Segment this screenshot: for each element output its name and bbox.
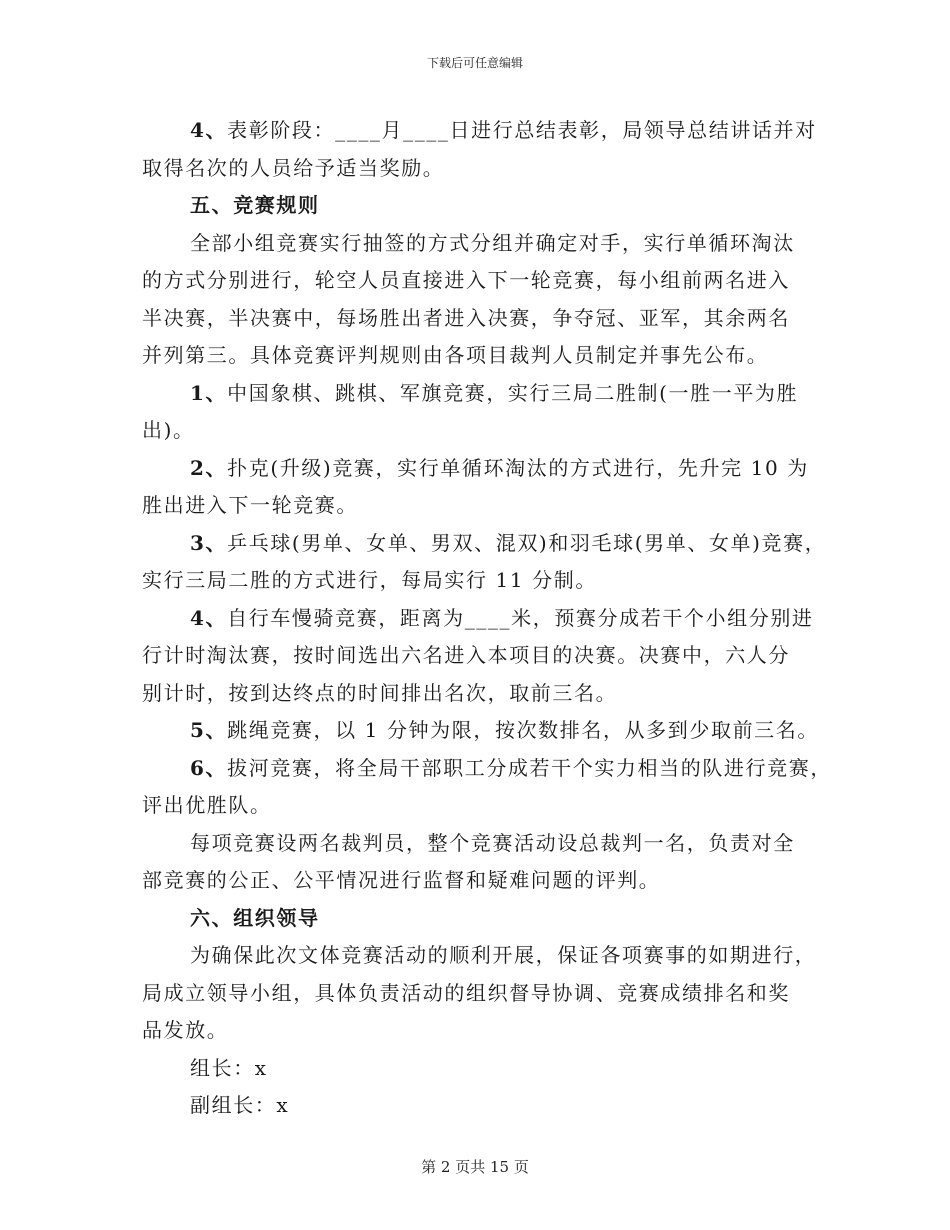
list-number: 3、	[190, 530, 228, 555]
text-line: 取得名次的人员给予适当奖励。	[142, 155, 445, 180]
text-line: 品发放。	[142, 1018, 229, 1042]
text-line: 每项竞赛设两名裁判员，整个竞赛活动设总裁判一名，负责对全	[190, 830, 795, 855]
text-line: 并列第三。具体竞赛评判规则由各项目裁判人员制定并事先公布。	[142, 343, 769, 367]
document-body	[142, 112, 832, 1125]
text-line: 3、乒乓球(男单、女单、男双、混双)和羽毛球(男单、女单)竞赛，	[190, 530, 827, 555]
text-line: 实行三局二胜的方式进行，每局实行 11 分制。	[142, 568, 597, 592]
list-number: 1、	[190, 380, 228, 405]
text-line: 胜出进入下一轮竞赛。	[142, 493, 358, 517]
text-line: 的方式分别进行，轮空人员直接进入下一轮竞赛，每小组前两名进入	[142, 268, 790, 292]
list-number: 2、	[190, 455, 228, 480]
text-line: 为确保此次文体竞赛活动的顺利开展，保证各项赛事的如期进行，	[190, 943, 817, 967]
text-line: 部竞赛的公正、公平情况进行监督和疑难问题的评判。	[142, 868, 661, 892]
text-line: 组长：x	[190, 1055, 268, 1080]
section-heading: 五、竞赛规则	[190, 193, 320, 217]
text-line: 局成立领导小组，具体负责活动的组织督导协调、竞赛成绩排名和奖	[142, 980, 790, 1005]
text-line: 4、自行车慢骑竞赛，距离为____米，预赛分成若干个小组分别进	[190, 605, 814, 630]
page-header: 下载后可任意编辑	[426, 56, 523, 70]
text-line: 出)。	[142, 418, 195, 442]
text-line: 全部小组竞赛实行抽签的方式分组并确定对手，实行单循环淘汰	[190, 230, 795, 255]
list-number: 5、	[190, 718, 228, 742]
list-number: 6、	[190, 755, 228, 780]
text-line: 别计时，按到达终点的时间排出名次，取前三名。	[142, 680, 618, 705]
text-line: 评出优胜队。	[142, 793, 272, 817]
text-line: 半决赛，半决赛中，每场胜出者进入决赛，争夺冠、亚军，其余两名	[142, 305, 790, 330]
text-line: 5、跳绳竞赛，以 1 分钟为限，按次数排名，从多到少取前三名。	[190, 718, 819, 742]
text-line: 2、扑克(升级)竞赛，实行单循环淘汰的方式进行，先升完 10 为	[190, 455, 809, 480]
list-number: 4、	[190, 118, 228, 142]
text-line: 4、表彰阶段：____月____日进行总结表彰，局领导总结讲话并对	[190, 118, 817, 142]
section-heading: 六、组织领导	[190, 905, 320, 930]
page-footer: 第 2 页共 15 页	[421, 1158, 529, 1176]
text-line: 行计时淘汰赛，按时间选出六名进入本项目的决赛。决赛中，六人分	[142, 643, 790, 667]
text-line: 1、中国象棋、跳棋、军旗竞赛，实行三局二胜制(一胜一平为胜	[190, 380, 799, 405]
text-line: 6、拔河竞赛，将全局干部职工分成若干个实力相当的队进行竞赛，	[190, 755, 832, 780]
text-line: 副组长：x	[190, 1093, 290, 1117]
list-number: 4、	[190, 605, 228, 630]
